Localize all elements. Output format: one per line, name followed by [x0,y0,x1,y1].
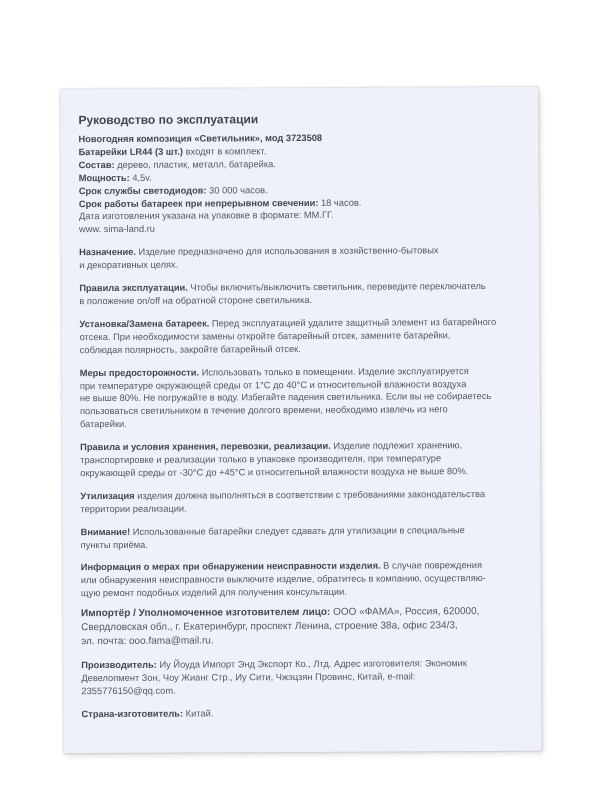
malfunction-text: или обнаружения неисправности выключите изделие, обратитесь в компанию, осуществляю- [80,573,486,586]
install-text: отсека. При необходимости замены откройте батарейный отсек, замените батарейки, [79,329,451,342]
date-note: Дата изготовления указана на упаковке в формате: ММ.ГГ. [78,210,334,222]
storage-text: Изделие подлежит хранению, [330,440,463,451]
importer-text: Свердловская обл., г. Екатеринбург, проспект Ленина, строение 38а, офис 234/3, [81,620,458,634]
attention-label: Внимание! [80,526,131,537]
rules-text: Чтобы включить/выключить светильник, переведите переключатель [187,281,486,293]
install-text: Перед эксплуатацией удалите защитный элемент из батарейного [209,316,497,329]
attention-text: Использованные батарейки следует сдавать для утилизации в специальные [130,524,465,537]
country-label: Страна-изготовитель: [81,708,184,720]
precautions-text: пользоваться светильником в течение долгого времени, необходимо извлечь из него [79,404,448,417]
storage-text: окружающей среды от -30°С до +45°С и относительной влажности воздуха не выше 80%. [80,466,469,479]
instruction-sheet [60,87,541,753]
manufacturer-text: Иу Йоуда Импорт Энд Экспорт Ко., Лтд. Адрес изготовителя: Экономик [156,658,467,670]
precautions-section [80,364,522,431]
importer-label: Импортёр / Уполномоченное изготовителем лицо: [80,607,331,620]
install-label: Установка/Замена батареек. [79,318,210,330]
malfunction-text: щую ремонт подобных изделий для получения консультации. [80,587,347,599]
power-value: 4,5v. [129,172,152,183]
storage-text: транспортировке и реализации только в упаковке производителя, при температуре [80,453,442,466]
power-label: Мощность: [78,172,130,183]
disposal-section [80,488,522,516]
country-value: Китай. [183,708,214,719]
importer-section [81,605,523,649]
precautions-text: батарейки. [79,419,127,430]
purpose-section [79,244,521,272]
precautions-text: не выше 80%. Не погружайте в воду. Избегайте падения светильника. Если вы не собираетесь [79,391,492,404]
battery-life-value: 18 часов. [318,197,362,208]
manufacturer-email: 2355776150@qq.com. [81,685,176,697]
precautions-label: Меры предосторожности. [79,367,200,378]
malfunction-label: Информация о мерах при обнаружении неисправности изделия. [80,561,381,573]
batteries-label: Батарейки LR44 (3 шт.) [78,146,184,158]
install-section [79,316,521,357]
manufacturer-label: Производитель: [81,659,157,671]
country-section [82,706,524,721]
disposal-text: изделия должна выполняться в соответствии с требованиями законодательства [134,488,486,501]
product-info [78,131,521,237]
led-life-label: Срок службы светодиодов: [78,185,207,196]
manufacturer-section [81,657,523,698]
led-life-value: 30 000 часов. [206,184,268,196]
rules-text: в положение on/off на обратной стороне светильника. [79,294,313,307]
malfunction-section [81,559,523,600]
product-name: Новогодняя композиция «Светильник», мод 3723508 [78,132,323,145]
disposal-text: территории реализации. [80,503,187,514]
battery-life-label: Срок работы батареек при непрерывном свечении: [78,197,319,209]
precautions-text: Использовать только в помещении. Изделие эксплуатируется [199,365,469,378]
composition-label: Состав: [78,159,115,170]
rules-label: Правила эксплуатации. [79,282,188,294]
storage-section [80,439,522,480]
malfunction-text: В случае повреждения [380,560,483,572]
composition-value: дерево, пластик, металл, батарейка. [114,158,276,170]
purpose-text: Изделие предназначено для использования в хозяйственно-бытовых [135,245,439,258]
batteries-value: входят в комплект. [182,146,267,157]
attention-section [81,523,523,551]
manufacturer-text: Девелопмент Зон, Чоу Жианг Стр., Иу Сити, Чжэцзян Провинс, Китай, e-mail: [81,671,416,684]
precautions-text: при температуре окружающей среды от 1°С до 40°С и относительной влажности воздуха [79,378,467,391]
purpose-text: и декоративных целях. [79,259,179,271]
document-title: Руководство по эксплуатации [78,112,259,128]
importer-email: эл. почта: ooo.fama@mail.ru. [81,635,214,648]
attention-text: пункты приёма. [80,539,148,550]
website: www. sima-land.ru [78,224,155,235]
purpose-label: Назначение. [79,247,136,258]
storage-label: Правила и условия хранения, перевозки, реализации. [80,440,331,453]
install-text: соблюдая полярность, закройте батарейный отсек. [79,343,301,355]
disposal-label: Утилизация [80,490,135,501]
rules-section [79,280,521,308]
importer-text: ООО «ФАМА», Россия, 620000, [330,606,480,619]
